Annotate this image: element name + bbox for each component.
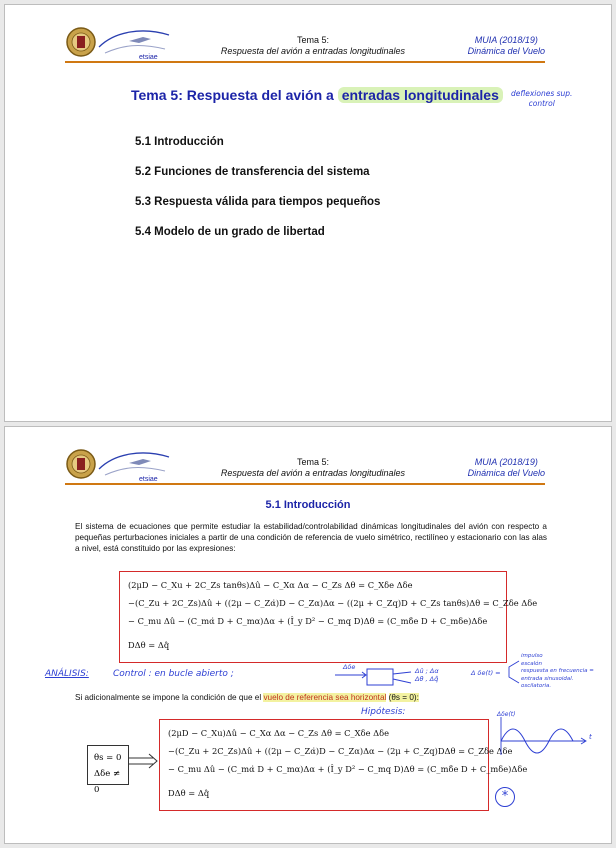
handwritten-note-deflexiones (511, 89, 572, 109)
condition-theta: θs = 0 (94, 753, 122, 763)
star-mark: * (495, 787, 515, 807)
slide-1-title-prefix: Tema 5: Respuesta del avión a (131, 87, 338, 103)
header-course-year: MUIA (2018/19) (474, 457, 538, 467)
header-rule (65, 483, 545, 485)
intro-paragraph: El sistema de ecuaciones que permite estudiar la estabilidad/controlabilidad dinámicas longitudinales del avión con respecto a pequeñas perturbaciones iniciales a partir de una condición de referencia de vuelo simétrico, rectilíneo y estacionario con las alas a nivel, está constituido por las expresiones: (75, 522, 547, 553)
equation-line: − C_mu Δû − (C_mα̇ D + C_mα)Δα + (Î_y D² − C_mq D)Δθ = (C_mδ̇e D + C_mδe)Δδe (168, 764, 528, 774)
slide-1 (4, 4, 612, 422)
header-subject: Dinámica del Vuelo (467, 46, 545, 56)
header-course (468, 35, 545, 57)
note-line-1: deflexiones sup. (511, 89, 573, 98)
handwritten-axis-label: Δδe(t) (497, 711, 516, 718)
equation-line: −(C_Zu + 2C_Zs)Δû + ((2μ − C_Zα̇)D − C_Zα)Δα − (2μ + C_Zq)DΔθ = C_Zδe Δδe (168, 746, 513, 756)
svg-text:etsiae: etsiae (139, 476, 158, 483)
handwritten-input-label: Δδe (343, 663, 356, 671)
handwritten-control: Control : en bucle abierto ; (113, 669, 234, 679)
header-title (195, 457, 431, 479)
handwritten-input-options (521, 653, 607, 691)
slide-1-title-highlight: entradas longitudinales (338, 87, 503, 103)
condition-delta: Δδe ≠ 0 (94, 769, 121, 795)
header-subject: Dinámica del Vuelo (467, 468, 545, 478)
header-course-year: MUIA (2018/19) (474, 35, 538, 45)
header-topic: Tema 5: (296, 35, 329, 45)
equation-line: (2μD − C_Xu)Δû − C_Xα Δα − C_Zs Δθ = C_Xδe Δδe (168, 728, 390, 738)
toc-item: 5.3 Respuesta válida para tiempos pequeños (135, 196, 381, 208)
brace-sketch (503, 659, 521, 685)
option-impulso: impulso (521, 653, 543, 659)
handwritten-delta-fecha: Δ δe(t) = (471, 669, 501, 677)
equation-line: − C_mu Δû − (C_mα̇ D + C_mα)Δα + (Î_y D² − C_mq D)Δθ = (C_mδ̇e D + C_mδe)Δδe (128, 616, 488, 626)
equation-line: (2μD − C_Xu + 2C_Zs tanθs)Δû − C_Xα Δα − C_Zs Δθ = C_Xδe Δδe (128, 580, 413, 590)
toc-item: 5.4 Modelo de un grado de libertad (135, 226, 325, 238)
equation-line: DΔθ = Δq̂ (168, 788, 210, 798)
slide-1-title (131, 87, 503, 103)
header-title (195, 35, 431, 57)
outputs-line-2: Δθ , Δq̂ (415, 675, 439, 683)
option-frecuencia: respuesta en frecuencia = entrada sinusoidal. (521, 668, 594, 682)
header-course (468, 457, 545, 479)
upm-etsiae-logo (65, 447, 177, 485)
note-line-2: control (528, 99, 555, 108)
condition-prefix: Si adicionalmente se impone la condición de que el (75, 693, 264, 702)
header-subtitle: Respuesta del avión a entradas longitudinales (220, 468, 406, 478)
svg-text:etsiae: etsiae (139, 54, 158, 61)
implication-arrow (129, 753, 159, 769)
equation-line: −(C_Zu + 2C_Zs)Δû + ((2μ − C_Zα̇)D − C_Zα)Δα − ((2μ + C_Zq)D + C_Zs tanθs)Δθ = C_Zδe Δδe (128, 598, 538, 608)
table-of-contents (135, 135, 380, 255)
outputs-line-1: Δû ; Δα (415, 667, 439, 675)
option-escalon: escalón (521, 660, 543, 667)
handwritten-analisis: ANÁLISIS: (45, 669, 89, 679)
handwritten-hipotesis: Hipótesis: (361, 707, 406, 717)
condition-highlight: vuelo de referencia sea horizontal (263, 693, 387, 702)
condition-box (87, 745, 129, 795)
equation-line: DΔθ = Δq̂ (128, 640, 170, 650)
upm-etsiae-logo (65, 25, 177, 63)
header-subtitle: Respuesta del avión a entradas longitudinales (220, 46, 406, 56)
condition-sentence (75, 693, 419, 702)
toc-item: 5.1 Introducción (135, 136, 224, 148)
header-topic: Tema 5: (296, 457, 329, 467)
horizontal-equation-system-box (159, 719, 528, 811)
option-oscilatoria: oscilatoria. (521, 683, 552, 689)
condition-equation: (θs = 0): (388, 693, 419, 702)
slide-2 (4, 426, 612, 844)
toc-item: 5.2 Funciones de transferencia del sistema (135, 166, 370, 178)
handwritten-outputs (415, 667, 439, 683)
header-rule (65, 61, 545, 63)
slide-2-title: 5.1 Introducción (265, 499, 351, 511)
handwritten-t-label: t (589, 733, 592, 741)
sinusoidal-input-sketch (495, 715, 593, 759)
